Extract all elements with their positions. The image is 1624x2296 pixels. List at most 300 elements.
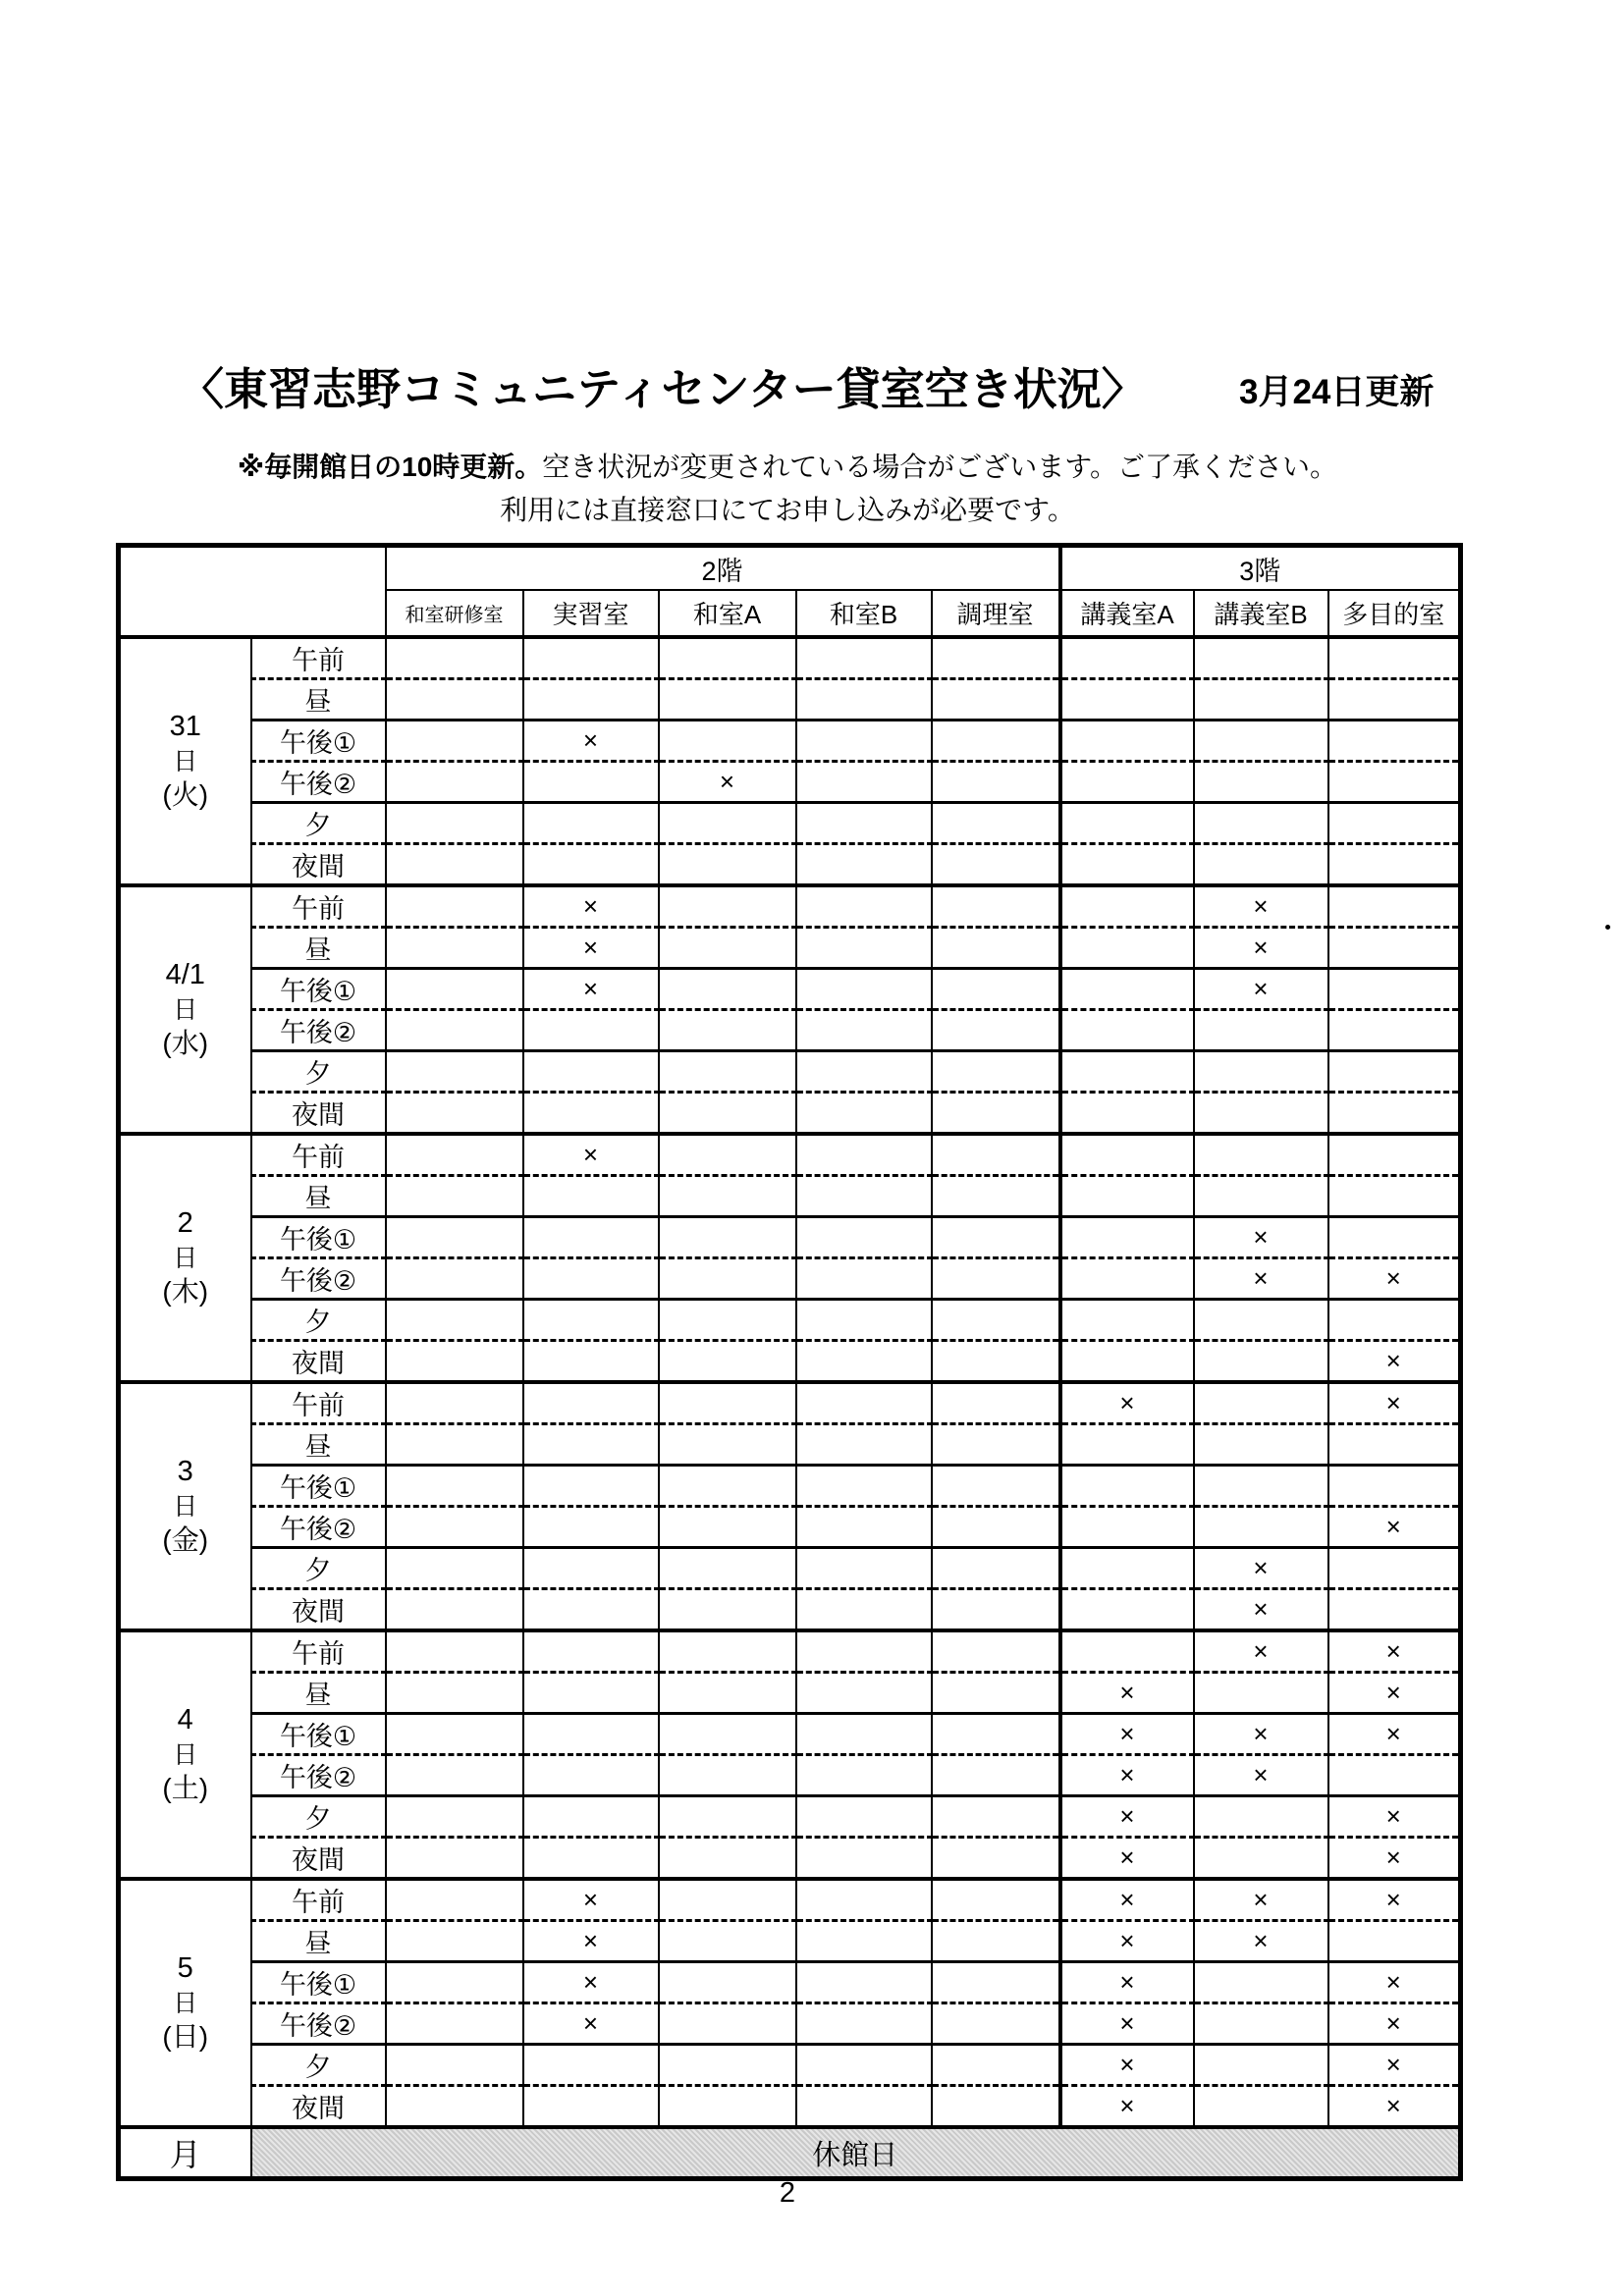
availability-cell: [932, 885, 1060, 928]
date-unit: 日: [173, 1492, 198, 1521]
availability-cell: [1328, 1093, 1461, 1135]
room-header: 講義室B: [1194, 590, 1328, 637]
availability-cell: [796, 1382, 932, 1424]
availability-table: [116, 543, 1463, 2181]
availability-cell: [932, 1921, 1060, 1962]
availability-cell: ×: [1060, 1921, 1194, 1962]
availability-cell: [386, 803, 523, 844]
availability-table-wrapper: [116, 543, 1463, 2181]
time-slot-label: 午後①: [251, 969, 386, 1010]
availability-cell: [386, 1630, 523, 1673]
availability-cell: [932, 969, 1060, 1010]
availability-cell: [659, 1134, 796, 1176]
room-header: 和室研修室: [386, 590, 523, 637]
availability-cell: ×: [1194, 1921, 1328, 1962]
time-slot-label: 昼: [251, 679, 386, 721]
availability-cell: [523, 1093, 659, 1135]
availability-cell: [659, 1589, 796, 1631]
availability-cell: [796, 1962, 932, 2003]
availability-cell: ×: [1194, 928, 1328, 969]
availability-cell: [1328, 1176, 1461, 1217]
availability-cell: [932, 1010, 1060, 1051]
availability-cell: [386, 2086, 523, 2128]
availability-cell: [1328, 928, 1461, 969]
availability-cell: ×: [1328, 2003, 1461, 2045]
availability-cell: ×: [1328, 1879, 1461, 1921]
availability-cell: ×: [1060, 1796, 1194, 1838]
availability-cell: [386, 1176, 523, 1217]
availability-cell: ×: [1194, 1589, 1328, 1631]
date-cell: [119, 1382, 251, 1630]
availability-cell: [1060, 1424, 1194, 1466]
availability-cell: [932, 1838, 1060, 1880]
time-slot-label: 午後②: [251, 2003, 386, 2045]
availability-cell: [1194, 1341, 1328, 1383]
availability-cell: [1194, 803, 1328, 844]
availability-cell: [386, 1796, 523, 1838]
availability-cell: [796, 844, 932, 886]
availability-cell: [659, 885, 796, 928]
closed-day-banner: 休館日: [251, 2127, 1461, 2179]
availability-cell: ×: [1328, 2045, 1461, 2086]
availability-cell: ×: [1060, 2045, 1194, 2086]
availability-cell: ×: [1194, 1879, 1328, 1921]
availability-cell: [523, 844, 659, 886]
availability-cell: [1328, 1217, 1461, 1258]
availability-cell: [523, 1630, 659, 1673]
date-weekday: (水): [162, 1028, 209, 1059]
availability-cell: [523, 1051, 659, 1093]
date-number: 3: [177, 1456, 193, 1488]
availability-cell: [523, 1589, 659, 1631]
time-slot-label: 午後①: [251, 1714, 386, 1755]
availability-cell: [796, 1341, 932, 1383]
time-slot-label: 昼: [251, 1424, 386, 1466]
availability-cell: [796, 1134, 932, 1176]
availability-cell: [796, 679, 932, 721]
availability-cell: ×: [1194, 969, 1328, 1010]
time-slot-label: 夕: [251, 1051, 386, 1093]
availability-cell: [386, 721, 523, 762]
availability-cell: ×: [1060, 1838, 1194, 1880]
time-slot-label: 午後①: [251, 1217, 386, 1258]
availability-cell: [386, 1258, 523, 1300]
availability-cell: [796, 1093, 932, 1135]
availability-cell: [932, 1134, 1060, 1176]
availability-cell: [1060, 1258, 1194, 1300]
notice-line-2: 利用には直接窓口にてお申し込みが必要です。: [500, 495, 1075, 525]
availability-cell: [523, 1507, 659, 1548]
availability-cell: [932, 2003, 1060, 2045]
availability-cell: [659, 1258, 796, 1300]
availability-cell: [796, 1507, 932, 1548]
availability-cell: [796, 1176, 932, 1217]
time-slot-label: 午後②: [251, 1258, 386, 1300]
availability-cell: [1328, 1755, 1461, 1796]
availability-cell: [659, 1673, 796, 1714]
date-unit: 日: [173, 1989, 198, 2017]
time-slot-label: 午前: [251, 637, 386, 679]
availability-cell: [1328, 679, 1461, 721]
availability-cell: [932, 1796, 1060, 1838]
availability-cell: [1194, 1424, 1328, 1466]
availability-cell: [1328, 1466, 1461, 1507]
date-cell: [119, 1134, 251, 1382]
availability-cell: [1194, 1300, 1328, 1341]
date-unit: 日: [173, 995, 198, 1024]
notices: [116, 454, 1459, 540]
availability-cell: [523, 1258, 659, 1300]
date-cell: [119, 1879, 251, 2127]
availability-cell: [1328, 1921, 1461, 1962]
availability-cell: [386, 1714, 523, 1755]
availability-cell: [1194, 762, 1328, 803]
time-slot-label: 午後②: [251, 1507, 386, 1548]
availability-cell: ×: [1060, 1755, 1194, 1796]
availability-cell: [932, 637, 1060, 679]
availability-cell: [1060, 1217, 1194, 1258]
availability-cell: [523, 803, 659, 844]
availability-cell: [386, 1382, 523, 1424]
date-unit: 日: [173, 1244, 198, 1272]
availability-cell: [523, 1341, 659, 1383]
availability-cell: [659, 1300, 796, 1341]
availability-cell: [1194, 1051, 1328, 1093]
availability-cell: [386, 1217, 523, 1258]
date-weekday: (日): [162, 2021, 209, 2053]
availability-cell: [932, 928, 1060, 969]
availability-cell: [1060, 928, 1194, 969]
availability-cell: [659, 1630, 796, 1673]
availability-cell: ×: [1194, 1755, 1328, 1796]
availability-cell: ×: [1328, 1962, 1461, 2003]
availability-cell: [932, 1589, 1060, 1631]
availability-cell: [1194, 2045, 1328, 2086]
availability-cell: [659, 1424, 796, 1466]
availability-cell: [1194, 2003, 1328, 2045]
availability-cell: [932, 1673, 1060, 1714]
availability-cell: [386, 1507, 523, 1548]
availability-cell: [1194, 1093, 1328, 1135]
availability-cell: [659, 1879, 796, 1921]
date-number: 31: [169, 711, 201, 743]
availability-cell: [386, 1093, 523, 1135]
availability-cell: [796, 1217, 932, 1258]
availability-cell: [1194, 1962, 1328, 2003]
availability-cell: [386, 1921, 523, 1962]
date-weekday: (土): [162, 1773, 209, 1804]
time-slot-label: 午後②: [251, 1010, 386, 1051]
availability-cell: [523, 1838, 659, 1880]
availability-cell: ×: [1060, 1962, 1194, 2003]
time-slot-label: 午後①: [251, 721, 386, 762]
availability-cell: ×: [1194, 1217, 1328, 1258]
availability-cell: [932, 1176, 1060, 1217]
availability-cell: ×: [1328, 1673, 1461, 1714]
availability-cell: [386, 1051, 523, 1093]
availability-cell: [796, 1630, 932, 1673]
availability-cell: ×: [1194, 885, 1328, 928]
availability-cell: ×: [1328, 1341, 1461, 1383]
availability-cell: [796, 721, 932, 762]
availability-cell: [1060, 803, 1194, 844]
time-slot-label: 午後①: [251, 1962, 386, 2003]
availability-cell: [1194, 637, 1328, 679]
availability-cell: [523, 1300, 659, 1341]
availability-cell: [796, 1466, 932, 1507]
time-slot-label: 午後②: [251, 762, 386, 803]
availability-cell: [1060, 1589, 1194, 1631]
availability-cell: ×: [523, 885, 659, 928]
availability-cell: [932, 1755, 1060, 1796]
availability-cell: [796, 1838, 932, 1880]
availability-cell: [1060, 1176, 1194, 1217]
availability-cell: [932, 1300, 1060, 1341]
availability-cell: [932, 1507, 1060, 1548]
room-header: 調理室: [932, 590, 1060, 637]
availability-cell: [523, 762, 659, 803]
availability-cell: ×: [1328, 1838, 1461, 1880]
availability-cell: ×: [659, 762, 796, 803]
availability-cell: [796, 2045, 932, 2086]
availability-cell: [386, 1838, 523, 1880]
availability-cell: [386, 679, 523, 721]
time-slot-label: 夜間: [251, 844, 386, 886]
availability-cell: ×: [1328, 1382, 1461, 1424]
room-header: 和室A: [659, 590, 796, 637]
availability-cell: [523, 1176, 659, 1217]
availability-cell: [659, 1755, 796, 1796]
availability-cell: [796, 2086, 932, 2128]
availability-cell: [659, 1796, 796, 1838]
availability-cell: [1194, 1134, 1328, 1176]
availability-cell: [523, 1382, 659, 1424]
availability-cell: ×: [1060, 2003, 1194, 2045]
availability-cell: [1060, 637, 1194, 679]
floor-header: 2階: [386, 546, 1060, 591]
date-number: 2: [177, 1207, 193, 1240]
time-slot-label: 夕: [251, 1300, 386, 1341]
availability-cell: [1328, 762, 1461, 803]
availability-cell: [523, 1217, 659, 1258]
time-slot-label: 午前: [251, 1134, 386, 1176]
availability-cell: [523, 637, 659, 679]
time-slot-label: 午前: [251, 1879, 386, 1921]
availability-cell: [1060, 1051, 1194, 1093]
time-slot-label: 夜間: [251, 1838, 386, 1880]
availability-cell: [386, 1589, 523, 1631]
availability-cell: [386, 1010, 523, 1051]
availability-cell: [1328, 1589, 1461, 1631]
time-slot-label: 午後②: [251, 1755, 386, 1796]
availability-cell: [523, 679, 659, 721]
availability-cell: [386, 2045, 523, 2086]
availability-cell: [1194, 721, 1328, 762]
availability-cell: [659, 1962, 796, 2003]
availability-cell: [1194, 1176, 1328, 1217]
availability-cell: [932, 1714, 1060, 1755]
time-slot-label: 午前: [251, 1630, 386, 1673]
availability-cell: ×: [1328, 1507, 1461, 1548]
availability-cell: ×: [1328, 1258, 1461, 1300]
availability-cell: [1060, 885, 1194, 928]
room-header: 和室B: [796, 590, 932, 637]
availability-cell: ×: [523, 1879, 659, 1921]
availability-cell: [523, 1714, 659, 1755]
availability-cell: [386, 1341, 523, 1383]
time-slot-label: 午前: [251, 1382, 386, 1424]
availability-cell: [1060, 1093, 1194, 1135]
availability-cell: [523, 1548, 659, 1589]
availability-cell: [796, 1879, 932, 1921]
availability-cell: ×: [1194, 1548, 1328, 1589]
availability-cell: [796, 928, 932, 969]
availability-cell: [932, 844, 1060, 886]
date-cell: [119, 885, 251, 1134]
availability-cell: [523, 1466, 659, 1507]
availability-cell: [1194, 2086, 1328, 2128]
availability-cell: ×: [1060, 1879, 1194, 1921]
availability-cell: [659, 2086, 796, 2128]
availability-cell: [386, 1424, 523, 1466]
availability-cell: [932, 1630, 1060, 1673]
time-slot-label: 夕: [251, 1548, 386, 1589]
corner-cell: [119, 546, 386, 638]
availability-cell: [1328, 1424, 1461, 1466]
availability-cell: ×: [1194, 1714, 1328, 1755]
availability-cell: [659, 721, 796, 762]
availability-cell: [796, 1714, 932, 1755]
availability-cell: [1194, 679, 1328, 721]
availability-cell: [1194, 844, 1328, 886]
availability-cell: [1060, 1466, 1194, 1507]
availability-cell: [932, 762, 1060, 803]
availability-cell: [659, 679, 796, 721]
availability-cell: ×: [1060, 1673, 1194, 1714]
availability-cell: [1060, 1548, 1194, 1589]
availability-cell: [386, 1879, 523, 1921]
availability-cell: [796, 803, 932, 844]
time-slot-label: 昼: [251, 928, 386, 969]
availability-cell: [523, 1673, 659, 1714]
availability-cell: [386, 885, 523, 928]
availability-cell: [659, 928, 796, 969]
availability-cell: [932, 1051, 1060, 1093]
availability-cell: [386, 637, 523, 679]
availability-cell: [386, 1300, 523, 1341]
availability-cell: [1194, 1673, 1328, 1714]
availability-cell: [1328, 1051, 1461, 1093]
availability-cell: ×: [523, 721, 659, 762]
availability-cell: [659, 2045, 796, 2086]
date-weekday: (火): [162, 779, 209, 811]
time-slot-label: 夕: [251, 1796, 386, 1838]
availability-cell: ×: [1060, 1382, 1194, 1424]
availability-cell: [932, 721, 1060, 762]
time-slot-label: 夕: [251, 2045, 386, 2086]
availability-cell: [386, 1962, 523, 2003]
availability-cell: [659, 1507, 796, 1548]
availability-cell: [386, 1134, 523, 1176]
availability-cell: [659, 1341, 796, 1383]
availability-cell: [659, 1051, 796, 1093]
availability-cell: [1060, 1010, 1194, 1051]
availability-cell: [1060, 1630, 1194, 1673]
availability-cell: [932, 803, 1060, 844]
availability-cell: [932, 2086, 1060, 2128]
availability-cell: [796, 1300, 932, 1341]
availability-cell: ×: [1060, 2086, 1194, 2128]
availability-cell: [659, 1714, 796, 1755]
availability-cell: [386, 2003, 523, 2045]
availability-cell: [659, 1217, 796, 1258]
availability-cell: [1060, 762, 1194, 803]
availability-cell: [796, 1258, 932, 1300]
availability-cell: ×: [1328, 2086, 1461, 2128]
date-number: 5: [177, 1952, 193, 1985]
availability-cell: ×: [523, 2003, 659, 2045]
availability-cell: [659, 1382, 796, 1424]
availability-cell: [1060, 721, 1194, 762]
availability-cell: ×: [523, 1962, 659, 2003]
availability-cell: [1060, 1341, 1194, 1383]
availability-cell: [1328, 803, 1461, 844]
notice-line-1-rest: 空き状況が変更されている場合がございます。ご了承ください。: [542, 452, 1338, 482]
availability-cell: [796, 1673, 932, 1714]
availability-cell: [659, 1010, 796, 1051]
availability-cell: [1328, 969, 1461, 1010]
availability-cell: ×: [1194, 1258, 1328, 1300]
availability-cell: [932, 1962, 1060, 2003]
availability-cell: [1328, 1300, 1461, 1341]
availability-cell: [386, 762, 523, 803]
availability-cell: [659, 844, 796, 886]
availability-cell: [386, 1548, 523, 1589]
date-cell: [119, 637, 251, 885]
floor-header: 3階: [1060, 546, 1461, 591]
availability-cell: ×: [523, 1921, 659, 1962]
availability-cell: [523, 1796, 659, 1838]
page-title: 〈東習志野コミュニティセンター貸室空き状況〉: [180, 364, 1146, 414]
availability-cell: [932, 1217, 1060, 1258]
time-slot-label: 午前: [251, 885, 386, 928]
availability-cell: [796, 1051, 932, 1093]
page-number: 2: [779, 2177, 796, 2209]
availability-cell: ×: [1328, 1714, 1461, 1755]
availability-cell: [932, 1258, 1060, 1300]
availability-cell: [1194, 1010, 1328, 1051]
availability-cell: ×: [523, 928, 659, 969]
availability-cell: [932, 679, 1060, 721]
availability-cell: [932, 1879, 1060, 1921]
availability-cell: [659, 637, 796, 679]
availability-cell: [1328, 1010, 1461, 1051]
availability-cell: [523, 1010, 659, 1051]
availability-cell: [932, 1382, 1060, 1424]
availability-cell: [796, 637, 932, 679]
availability-cell: [796, 1589, 932, 1631]
availability-cell: ×: [1328, 1630, 1461, 1673]
room-header: 実習室: [523, 590, 659, 637]
availability-cell: [1060, 1134, 1194, 1176]
availability-cell: [659, 803, 796, 844]
date-weekday: (木): [162, 1276, 209, 1308]
date-unit: 日: [173, 1740, 198, 1769]
closed-day-label: 月: [119, 2127, 251, 2179]
time-slot-label: 夜間: [251, 1341, 386, 1383]
availability-cell: [796, 1548, 932, 1589]
time-slot-label: 昼: [251, 1673, 386, 1714]
